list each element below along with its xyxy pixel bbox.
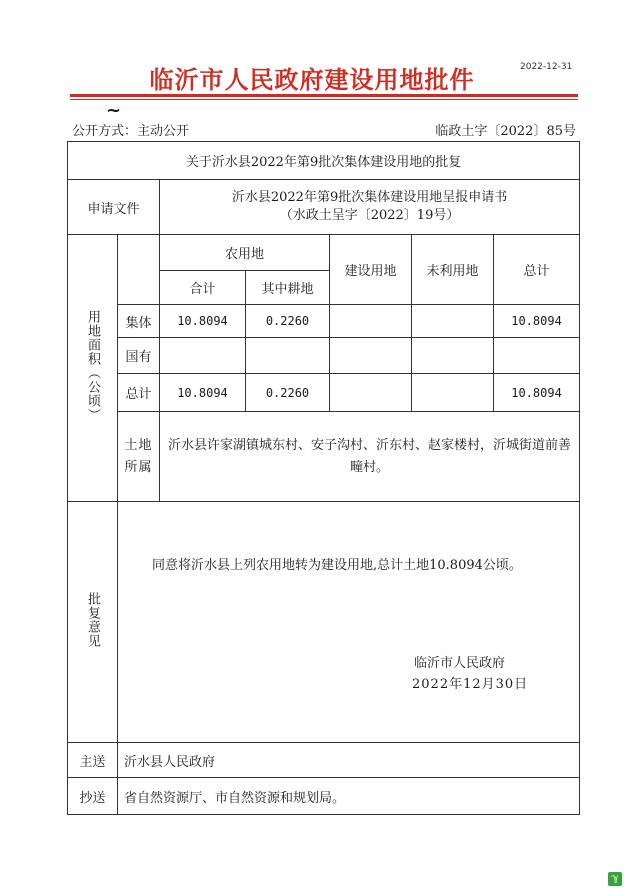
cell-subtotal: 10.8094 (160, 374, 246, 412)
area-label: 用地面积（公顷） (85, 310, 100, 422)
corner-badge-icon: ℽ (608, 872, 622, 886)
cell-arable (246, 338, 330, 374)
cell-subtotal (160, 338, 246, 374)
location-label-cell (118, 412, 160, 502)
cell-arable: 0.2260 (246, 374, 330, 412)
table-row (68, 374, 580, 412)
row-label: 国有 (118, 338, 160, 374)
to-text: 沂水县人民政府 (118, 743, 580, 778)
row-label: 集体 (118, 305, 160, 338)
cell-arable: 0.2260 (246, 305, 330, 338)
application-label: 申请文件 (68, 180, 160, 235)
blank-corner (118, 235, 160, 305)
opinion-label: 批复意见 (85, 592, 100, 648)
stamp-date: 2022-12-31 (520, 62, 573, 72)
application-cell (160, 180, 580, 235)
document-title: 临沂市人民政府建设用地批件 (149, 66, 475, 94)
approval-table (67, 141, 580, 815)
application-line1: 沂水县2022年第9批次集体建设用地呈报申请书 (231, 190, 508, 205)
area-label-cell (68, 235, 118, 502)
to-label: 主送 (68, 743, 118, 778)
title-rule-thin (70, 99, 578, 100)
header-arable: 其中耕地 (246, 271, 330, 305)
table-row (68, 305, 580, 338)
cell-unused (412, 374, 494, 412)
application-line2: （水政土呈字〔2022〕19号） (279, 208, 460, 223)
header-total: 总计 (494, 235, 580, 305)
issuing-org: 临沂市人民政府 (414, 656, 506, 671)
sign-date: 2022年12月30日 (412, 677, 529, 692)
header-construction: 建设用地 (330, 235, 412, 305)
document-number: 临政土字〔2022〕85号 (435, 124, 576, 139)
cell-unused (412, 338, 494, 374)
publish-mode: 公开方式：主动公开 (72, 124, 190, 139)
header-farmland: 农用地 (160, 235, 330, 271)
cell-construction (330, 374, 412, 412)
opinion-text: 同意将沂水县上列农用地转为建设用地,总计土地10.8094公顷。 (152, 558, 522, 573)
title-rule-thick (70, 94, 578, 97)
location-label: 土地所属 (124, 437, 153, 475)
row-label: 总计 (118, 374, 160, 412)
subject-cell (68, 142, 580, 180)
header-subtotal: 合计 (160, 271, 246, 305)
cell-subtotal: 10.8094 (160, 305, 246, 338)
cell-unused (412, 305, 494, 338)
handwritten-mark: ~ (106, 100, 122, 121)
opinion-cell (118, 502, 580, 743)
cell-construction (330, 338, 412, 374)
cell-total (494, 338, 580, 374)
cc-label: 抄送 (68, 778, 118, 815)
cell-total: 10.8094 (494, 305, 580, 338)
table-row (68, 338, 580, 374)
cc-text: 省自然资源厅、市自然资源和规划局。 (118, 778, 580, 815)
header-unused: 未利用地 (412, 235, 494, 305)
cell-construction (330, 305, 412, 338)
subject-text: 关于沂水县2022年第9批次集体建设用地的批复 (185, 155, 462, 170)
cell-total: 10.8094 (494, 374, 580, 412)
opinion-label-cell (68, 502, 118, 743)
location-text: 沂水县许家湖镇城东村、安子沟村、沂东村、赵家楼村，沂城街道前善疃村。 (160, 412, 580, 502)
